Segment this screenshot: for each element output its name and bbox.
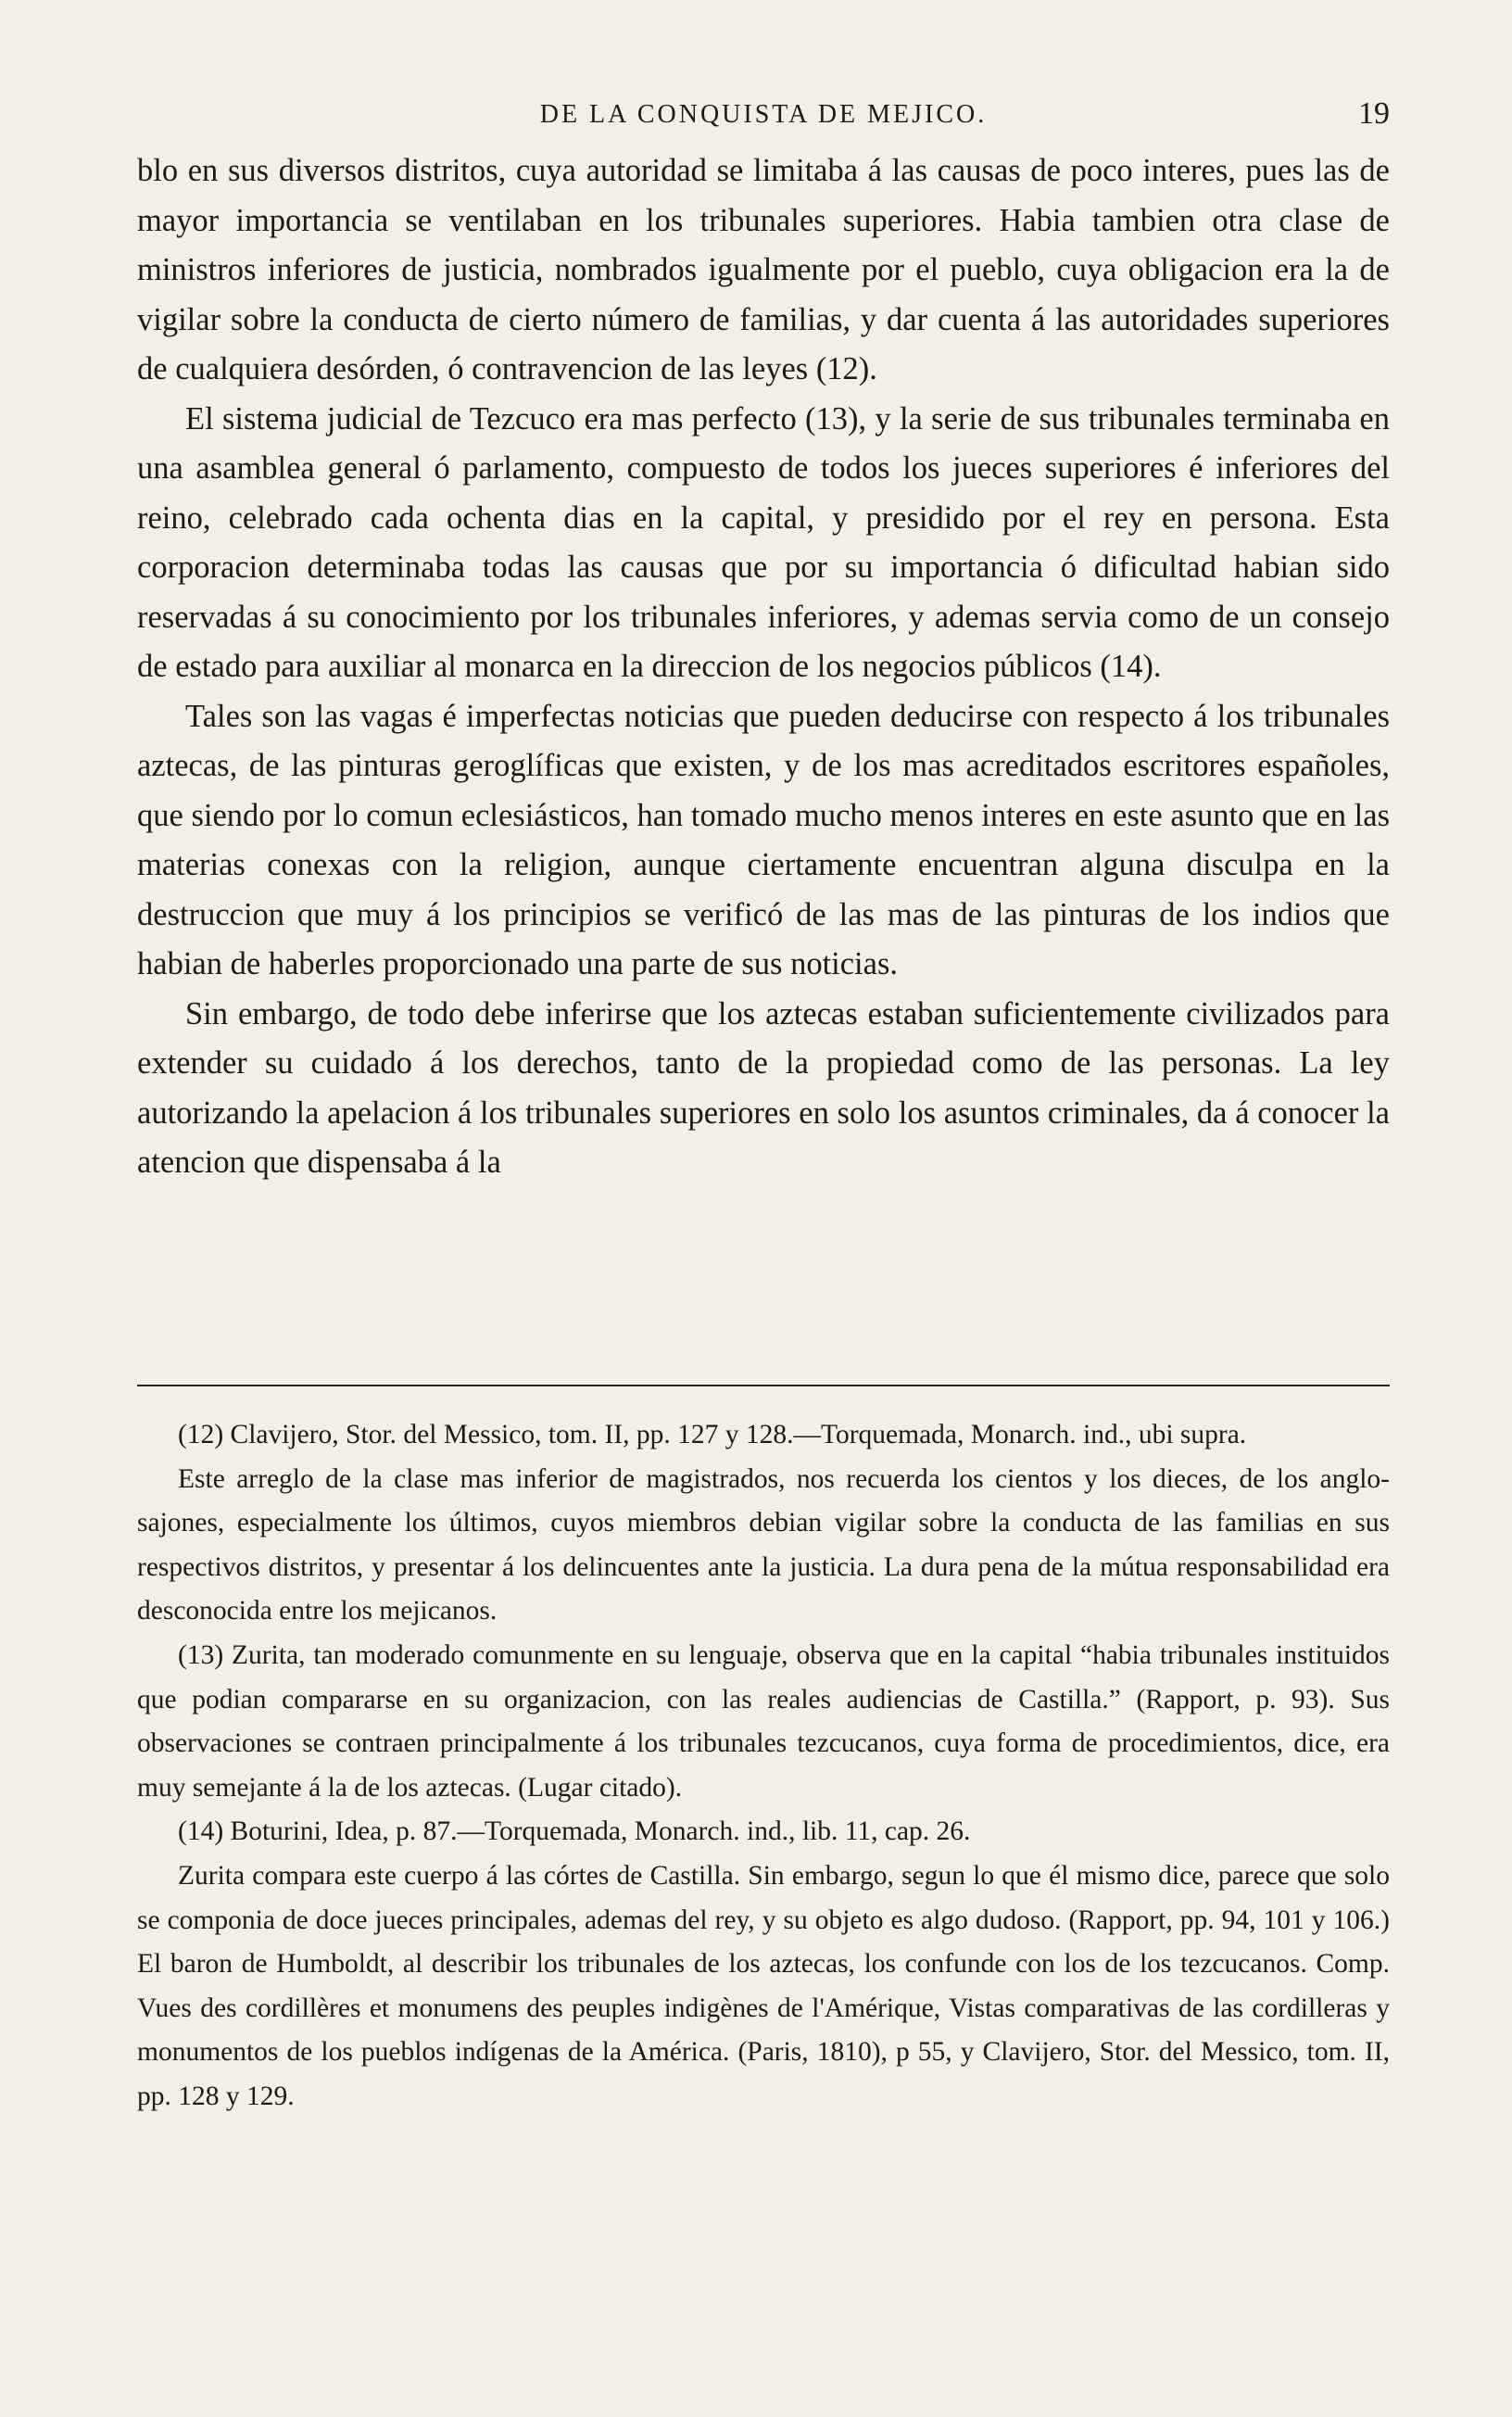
body-paragraph: Tales son las vagas é imperfectas noticias que pueden deducirse con respecto á los tribunales aztecas, de las pinturas geroglíficas que existen, y de los mas acreditados escritores españoles, que siendo por lo comun eclesiásticos, han tomado mucho menos interes en este asunto que en las materias conexas con la religion, aunque ciertamente encuentran alguna disculpa en la destruccion que muy á los principios se verificó de las mas de las pinturas de los indios que habian de haberles proporcionado una parte de sus noticias. xyxy=(137,698,1390,981)
footnote-13: (13) Zurita, tan moderado comunmente en su lenguaje, observa que en la capital “habia tribunales instituidos que podian compararse en su organizacion, con las reales audiencias de Castilla.” (Rapport, p. 93). Sus observaciones se contraen principalmente á los tribunales tezcucanos, cuya forma de procedimientos, dice, era muy semejante á la de los aztecas. (Lugar citado). xyxy=(137,1639,1390,1803)
body-paragraph: El sistema judicial de Tezcuco era mas perfecto (13), y la serie de sus tribunales terminaba en una asamblea general ó parlamento, compuesto de todos los jueces superiores é inferiores del reino, celebrado cada ochenta dias en la capital, y presidido por el rey en persona. Esta corporacion determinaba todas las causas que por su importancia ó dificultad habian sido reservadas á su conocimiento por los tribunales inferiores, y ademas servia como de un consejo de estado para auxiliar al monarca en la direccion de los negocios públicos (14). xyxy=(137,400,1390,684)
footnote-14: (14) Boturini, Idea, p. 87.—Torquemada, Monarch. ind., lib. 11, cap. 26. xyxy=(178,1816,971,1847)
footnote-12: (12) Clavijero, Stor. del Messico, tom. II, pp. 127 y 128.—Torquemada, Monarch. ind., ubi supra. xyxy=(178,1420,1247,1449)
footnote-14-commentary: Zurita compara este cuerpo á las córtes de Castilla. Sin embargo, segun lo que él mismo dice, parece que solo se componia de doce jueces principales, ademas del rey, y su objeto es algo dudoso. (Rapport, pp. 94, 101 y 106.) El baron de Humboldt, al describir los tribunales de los aztecas, los confunde con los de los tezcucanos. Comp. Vues des cordillères et monumens des peuples indigènes de l'Amérique, Vistas comparativas de las cordilleras y monumentos de los pueblos indígenas de la América. (Paris, 1810), p 55, y Clavijero, Stor. del Messico, tom. II, pp. 128 y 129. xyxy=(137,1860,1390,2111)
footnote-12-commentary: Este arreglo de la clase mas inferior de magistrados, nos recuerda los cientos y los dieces, de los anglo-sajones, especialmente los últimos, cuyos miembros debian vigilar sobre la conducta de las familias en sus respectivos distritos, y presentar á los delincuentes ante la justicia. La dura pena de la mútua responsabilidad era desconocida entre los mejicanos. xyxy=(137,1463,1390,1626)
footnote-divider xyxy=(137,1385,1390,1386)
page-number: 19 xyxy=(1358,96,1390,131)
body-paragraph: Sin embargo, de todo debe inferirse que los aztecas estaban suficientemente civilizados para extender su cuidado á los derechos, tanto de la propiedad como de las personas. La ley autorizando la apelacion á los tribunales superiores en solo los asuntos criminales, da á conocer la atencion que dispensaba á la xyxy=(137,995,1390,1180)
main-text xyxy=(137,146,1390,1188)
footnotes xyxy=(137,1413,1390,2120)
body-paragraph: blo en sus diversos distritos, cuya autoridad se limitaba á las causas de poco interes, pues las de mayor importancia se ventilaban en los tribunales superiores. Habia tambien otra clase de ministros inferiores de justicia, nombrados igualmente por el pueblo, cuya obligacion era la de vigilar sobre la conducta de cierto número de familias, y dar cuenta á las autoridades superiores de cualquiera desórden, ó contravencion de las leyes (12). xyxy=(137,153,1390,386)
running-head xyxy=(137,96,1390,137)
running-title: DE LA CONQUISTA DE MEJICO. xyxy=(539,100,988,129)
